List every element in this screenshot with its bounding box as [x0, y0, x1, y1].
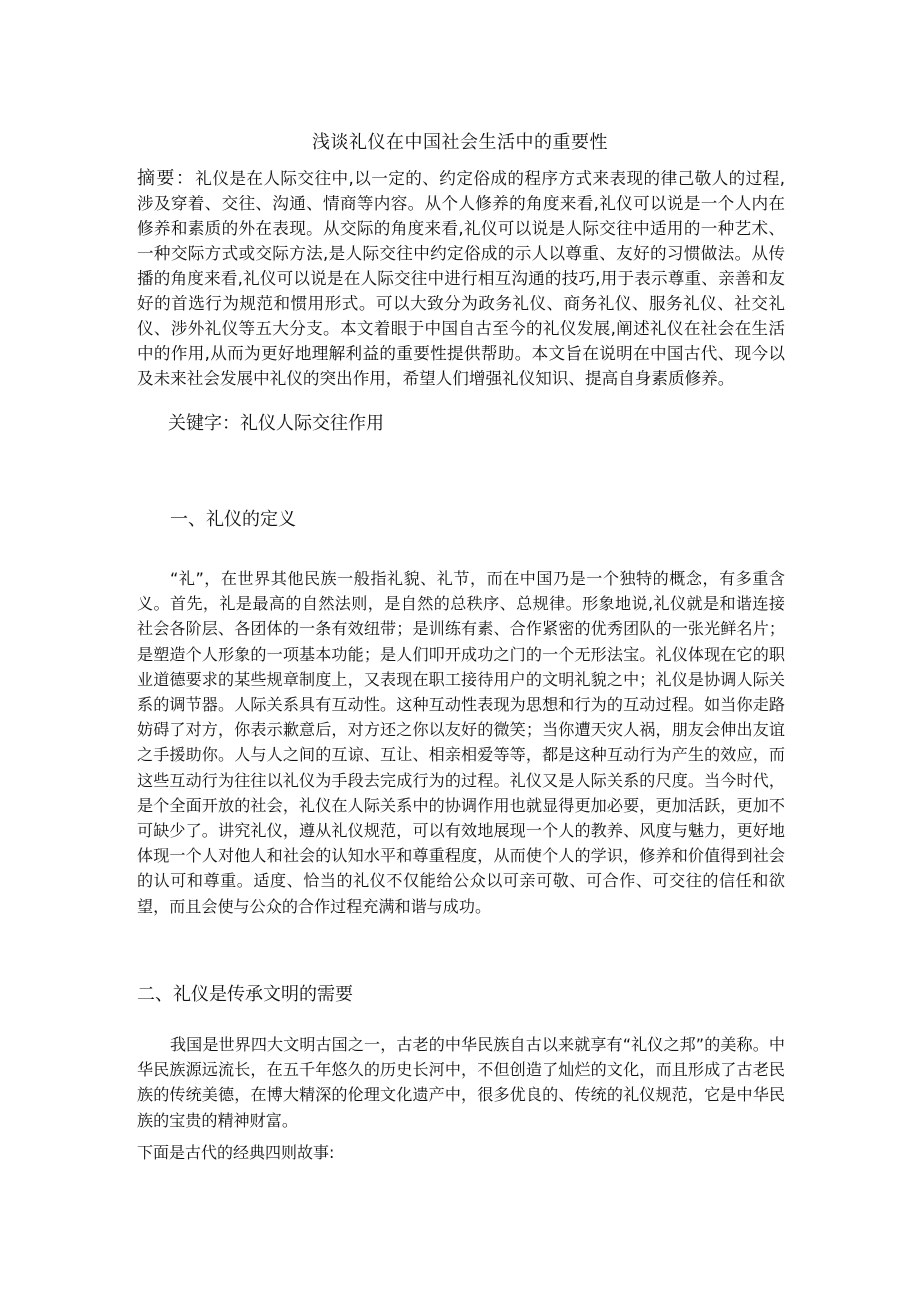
stories-intro: 下面是古代的经典四则故事:	[137, 1143, 335, 1162]
abstract-paragraph	[137, 166, 785, 391]
section-paragraph-definition: “礼”，在世界其他民族一般指礼貌、礼节，而在中国乃是一个独特的概念，有多重含义。首先，礼是最高的自然法则，是自然的总秩序、总规律。形象地说,礼仪就是和谐连接社会各阶层、各团体的一条有效纽带；是训练有素、合作紧密的优秀团队的一张光鲜名片；是塑造个人形象的一项基本功能；是人们叩开成功之门的一个无形法宝。礼仪体现在它的职业道德要求的某些规章制度上，又表现在职工接待用户的文明礼貌之中；礼仪是协调人际关系的调节器。人际关系具有互动性。这种互动性表现为思想和行为的互动过程。如当你走路妨碍了对方，你表示歉意后，对方还之你以友好的微笑；当你遭天灾人祸，朋友会伸出友谊之手援助你。人与人之间的互谅、互让、相亲相爱等等，都是这种互动行为产生的效应，而这些互动行为往往以礼仪为手段去完成行为的过程。礼仪又是人际关系的尺度。当今时代，是个全面开放的社会，礼仪在人际关系中的协调作用也就显得更加必要，更加活跃，更加不可缺少了。讲究礼仪，遵从礼仪规范，可以有效地展现一个人的教养、风度与魅力，更好地体现一个人对他人和社会的认知水平和尊重程度，从而使个人的学识，修养和价值得到社会的认可和尊重。适度、恰当的礼仪不仅能给公众以可亲可敬、可合作、可交往的信任和欲望，而且会使与公众的合作过程充满和谐与成功。	[137, 569, 785, 916]
document-title: 浅谈礼仪在中国社会生活中的重要性	[312, 132, 608, 153]
section-paragraph-civilization: 我国是世界四大文明古国之一，古老的中华民族自古以来就享有“礼仪之邦”的美称。中华民族源远流长，在五千年悠久的历史长河中，不但创造了灿烂的文化，而且形成了古老民族的传统美德，在博大精深的伦理文化遗产中，很多优良的、传统的礼仪规范，它是中华民族的宝贵的精神财富。	[137, 1035, 785, 1130]
section-heading-civilization: 二、礼仪是传承文明的需要	[137, 984, 353, 1005]
section-heading-definition: 一、礼仪的定义	[170, 509, 296, 530]
keywords-line: 关键字：礼仪人际交往作用	[168, 413, 384, 434]
abstract-text: 礼仪是在人际交往中,以一定的、约定俗成的程序方式来表现的律己敬人的过程,涉及穿着、交往、沟通、情商等内容。从个人修养的角度来看,礼仪可以说是一个人内在修养和素质的外在表现。从交际的角度来看,礼仪可以说是人际交往中适用的一种艺术、一种交际方式或交际方法,是人际交往中约定俗成的示人以尊重、友好的习惯做法。从传播的角度来看,礼仪可以说是在人际交往中进行相互沟通的技巧,用于表示尊重、亲善和友好的首选行为规范和惯用形式。可以大致分为政务礼仪、商务礼仪、服务礼仪、社交礼仪、涉外礼仪等五大分支。本文着眼于中国自古至今的礼仪发展,阐述礼仪在社会在生活中的作用,从而为更好地理解利益的重要性提供帮助。本文旨在说明在中国古代、现今以及未来社会发展中礼仪的突出作用，希望人们增强礼仪知识、提高自身素质修养。	[137, 169, 785, 388]
abstract-label: 摘要：	[137, 168, 196, 189]
